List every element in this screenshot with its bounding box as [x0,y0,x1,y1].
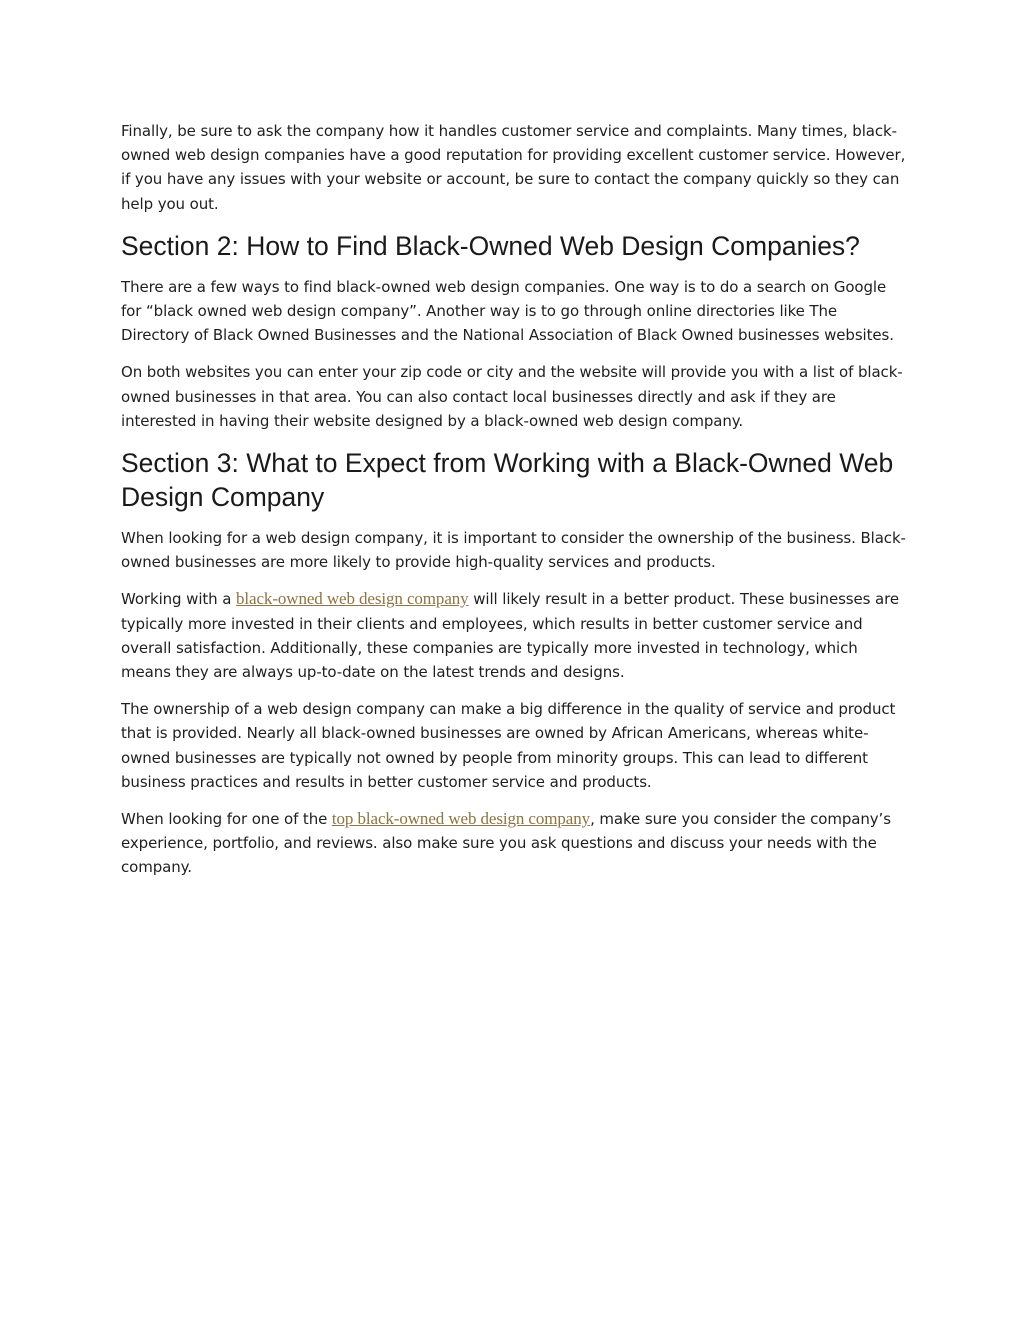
section-3-paragraph-3: The ownership of a web design company can make a big difference in the quality of service and product that is provided. Nearly all black-owned businesses are owned by African Americans, whereas white-owned businesses are typically not owned by people from minority groups. This can lead to different business practices and results in better customer service and products. [121,700,896,791]
section-3-paragraph-1: When looking for a web design company, it is important to consider the ownership of the business. Black-owned businesses are more likely to provide high-quality services and products. [121,529,906,572]
paragraph-text: Working with a [121,590,236,609]
paragraph-text: will likely result in a better product. These businesses are typically more invested in their clients and employees, which results in better customer service and overall satisfaction. Additionally, these companies are typically more invested in technology, which means they are always up-to-date on the latest trends and designs. [121,590,899,682]
section-3-paragraph-4 [121,807,907,880]
section-2-paragraph-2: On both websites you can enter your zip code or city and the website will provide you with a list of black-owned businesses in that area. You can also contact local businesses directly and ask if they are interested in having their website designed by a black-owned web design company. [121,363,903,430]
black-owned-web-design-company-link[interactable]: black-owned web design company [236,589,469,609]
document-page [121,119,907,893]
section-2-paragraph-1: There are a few ways to find black-owned web design companies. One way is to do a search on Google for “black owned web design company”. Another way is to go through online directories like The Directory of Black Owned Businesses and the National Association of Black Owned businesses websites. [121,277,894,345]
paragraph-text: , make sure you consider the company’s experience, portfolio, and reviews. also make sure you ask questions and discuss your needs with the company. [121,810,891,877]
intro-paragraph: Finally, be sure to ask the company how it handles customer service and complaints. Many times, black-owned web design companies have a good reputation for providing excellent customer service. However, if you have any issues with your website or account, be sure to contact the company quickly so they can help you out. [121,122,906,213]
section-3-heading: Section 3: What to Expect from Working with a Black-Owned Web Design Company [121,448,894,513]
top-black-owned-web-design-company-link[interactable]: top black-owned web design company [331,809,591,829]
section-2-heading: Section 2: How to Find Black-Owned Web Design Companies? [121,230,860,261]
paragraph-text: When looking for one of the [121,810,332,829]
section-3-paragraph-2 [121,587,907,684]
